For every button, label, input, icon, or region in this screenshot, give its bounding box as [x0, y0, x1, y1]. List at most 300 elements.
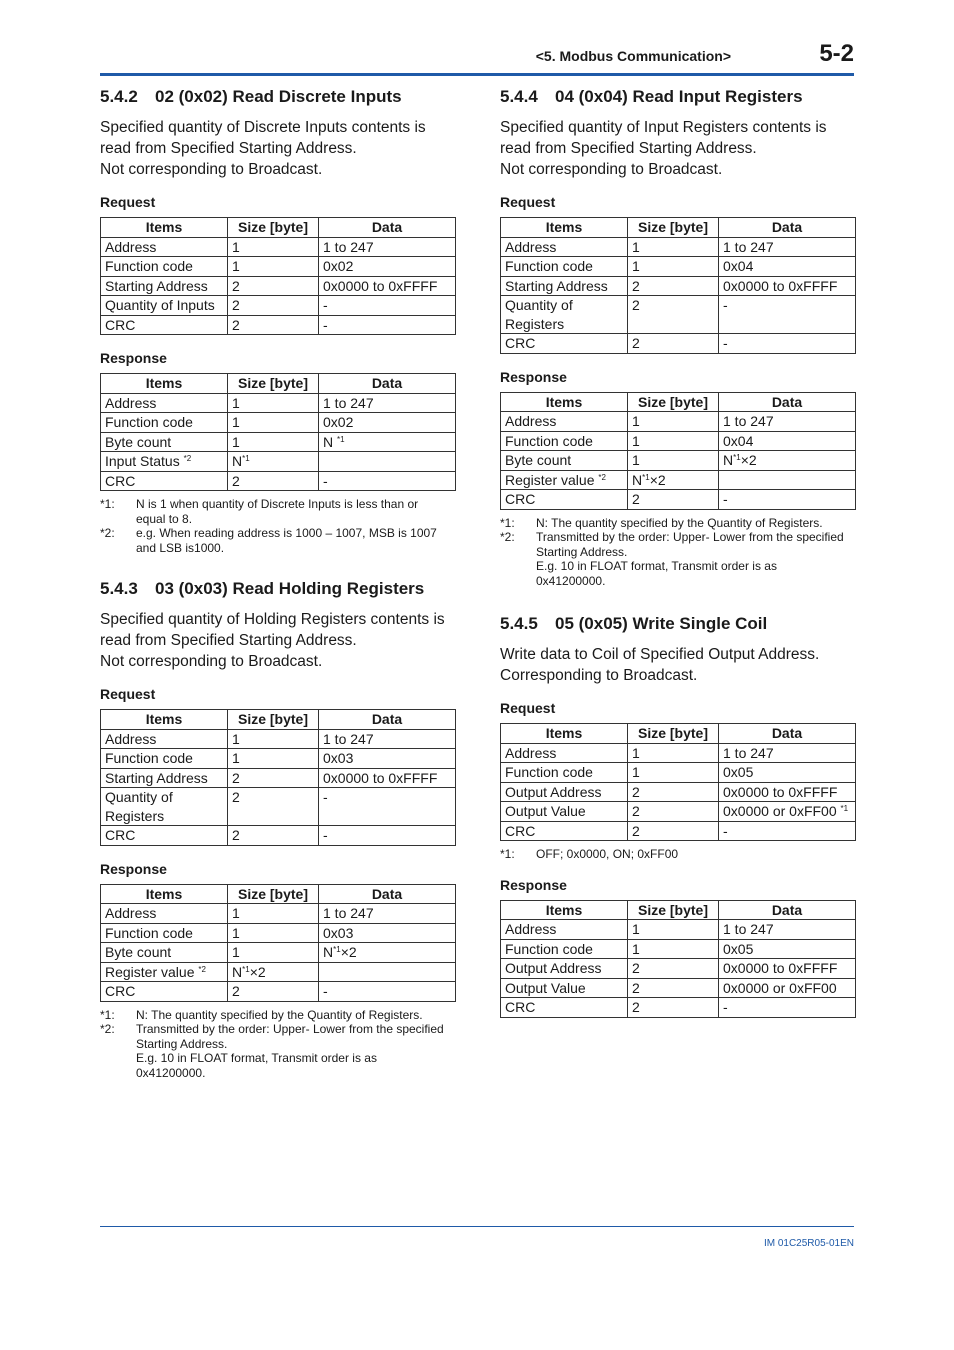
table-row	[101, 276, 456, 296]
table-row	[501, 920, 856, 940]
item-cell	[501, 782, 628, 802]
size-text: 1	[632, 921, 640, 937]
description-line: Specified quantity of Discrete Inputs contents is	[100, 119, 426, 136]
footnote-text	[136, 497, 455, 526]
size-header: Size [byte]	[228, 884, 319, 904]
size-cell	[628, 782, 719, 802]
size-text: 2	[632, 297, 640, 313]
size-header: Size [byte]	[628, 218, 719, 238]
footnote-ref: *2	[183, 454, 192, 463]
data-cell	[319, 768, 456, 788]
table-row	[501, 451, 856, 471]
size-text: 1	[232, 433, 240, 450]
item-cell	[101, 943, 228, 963]
data-suffix: ×2	[340, 944, 357, 960]
data-text: -	[323, 983, 328, 999]
table-row	[501, 276, 856, 296]
size-header: Size [byte]	[228, 374, 319, 394]
table-row	[501, 978, 856, 998]
data-text: -	[723, 297, 728, 313]
items-header: Items	[101, 710, 228, 730]
data-cell	[719, 257, 856, 277]
footnote-text	[536, 847, 855, 862]
table-row	[101, 904, 456, 924]
data-text: -	[323, 789, 328, 805]
data-text: 0x0000 to 0xFFFF	[723, 277, 838, 294]
section-number: 5.4.2	[100, 87, 138, 106]
item-text: Starting Address	[105, 277, 208, 294]
size-cell	[628, 939, 719, 959]
description-line: read from Specified Starting Address.	[100, 632, 357, 649]
footnote-ref: *1	[642, 472, 650, 482]
size-text: 1	[232, 238, 240, 255]
size-text: 2	[232, 827, 240, 843]
data-text: -	[723, 999, 728, 1015]
table-row	[101, 257, 456, 277]
data-cell	[319, 471, 456, 491]
data-cell	[719, 821, 856, 841]
size-text: 1	[232, 730, 240, 747]
item-text: Byte count	[105, 433, 172, 450]
footnotes	[500, 516, 855, 589]
size-cell	[628, 821, 719, 841]
table-header-row	[501, 900, 856, 920]
footnote-line: Starting Address.	[536, 544, 628, 559]
modbus-table	[500, 217, 856, 354]
size-cell	[228, 257, 319, 277]
size-cell	[228, 943, 319, 963]
section-heading: 05 (0x05) Write Single Coil	[555, 614, 768, 633]
item-text: CRC	[105, 472, 136, 489]
table-row	[501, 939, 856, 959]
section-number: 5.4.4	[500, 87, 538, 106]
data-text: 1 to 247	[323, 394, 374, 411]
item-text: CRC	[105, 827, 136, 843]
size-cell	[628, 334, 719, 354]
table-row	[101, 296, 456, 316]
data-header: Data	[719, 218, 856, 238]
data-cell	[319, 413, 456, 433]
data-cell	[319, 257, 456, 277]
data-text: -	[323, 827, 328, 843]
footnote-line: E.g. 10 in FLOAT format, Transmit order is as	[536, 559, 777, 573]
size-text: 2	[632, 999, 640, 1015]
item-cell	[501, 802, 628, 822]
size-cell	[628, 470, 719, 490]
data-header: Data	[319, 374, 456, 394]
item-cell	[101, 257, 228, 277]
footnote-text	[136, 1022, 455, 1080]
footnote-mark: *2:	[500, 530, 515, 544]
size-cell	[628, 802, 719, 822]
table-row	[501, 237, 856, 257]
section-title	[500, 613, 855, 635]
size-cell	[628, 257, 719, 277]
data-cell	[319, 923, 456, 943]
section-title	[500, 86, 855, 108]
data-cell	[719, 959, 856, 979]
footnote-line: N: The quantity specified by the Quantity of Registers.	[136, 1007, 423, 1022]
size-cell	[228, 452, 319, 472]
size-text: 1	[232, 394, 240, 411]
data-header: Data	[319, 710, 456, 730]
size-text: N	[632, 471, 643, 488]
data-text: -	[723, 335, 728, 351]
footnote-ref: *1	[733, 453, 741, 462]
footnote-mark: *1:	[100, 1007, 115, 1022]
data-text: 0x0000 to 0xFFFF	[323, 277, 438, 294]
size-header: Size [byte]	[228, 218, 319, 238]
footnotes	[100, 497, 455, 555]
table-row	[101, 315, 456, 335]
size-text: 2	[632, 335, 640, 351]
table-row	[101, 413, 456, 433]
footnote-ref: *1	[242, 454, 250, 463]
response-label: Response	[500, 368, 567, 385]
size-cell	[228, 768, 319, 788]
item-text: Address	[105, 394, 157, 411]
data-cell	[719, 743, 856, 763]
table-header-row	[101, 884, 456, 904]
item-cell	[101, 904, 228, 924]
description-line: Corresponding to Broadcast.	[500, 667, 698, 684]
modbus-table	[100, 217, 456, 335]
item-text: Register value	[505, 471, 595, 488]
data-cell	[319, 904, 456, 924]
data-header: Data	[319, 884, 456, 904]
item-text: CRC	[505, 999, 536, 1015]
data-header: Data	[719, 392, 856, 412]
table-row	[101, 943, 456, 963]
modbus-table	[100, 709, 456, 846]
data-suffix: ×2	[740, 452, 757, 468]
data-text: -	[723, 822, 728, 839]
chapter-title: <5. Modbus Communication>	[535, 48, 731, 64]
footnote-line: 0x41200000.	[536, 573, 606, 588]
item-text: Quantity of Registers	[505, 297, 573, 332]
data-text: 0x02	[323, 258, 354, 274]
item-cell	[101, 923, 228, 943]
item-text: Function code	[505, 432, 593, 449]
item-text: Address	[105, 905, 157, 921]
size-cell	[628, 276, 719, 296]
size-suffix: ×2	[649, 471, 666, 488]
data-cell	[719, 334, 856, 354]
item-cell	[101, 413, 228, 433]
data-text: -	[323, 297, 328, 313]
page-number: 5-2	[819, 40, 854, 67]
size-cell	[228, 237, 319, 257]
footnote-line: Starting Address.	[136, 1036, 228, 1051]
section-title	[100, 86, 455, 108]
description-line: Not corresponding to Broadcast.	[100, 653, 323, 670]
items-header: Items	[501, 392, 628, 412]
section-heading: 02 (0x02) Read Discrete Inputs	[155, 87, 402, 106]
item-text: Output Address	[505, 960, 602, 976]
size-text: 2	[232, 277, 240, 294]
item-text: CRC	[105, 316, 136, 333]
item-cell	[501, 763, 628, 783]
section-5-4-3	[100, 578, 455, 1080]
item-text: Output Value	[505, 979, 586, 996]
footnote-ref: *1	[337, 434, 345, 444]
item-text: Function code	[505, 764, 593, 780]
footnote	[100, 526, 455, 555]
size-cell	[228, 904, 319, 924]
data-cell	[719, 451, 856, 471]
data-text: 0x0000 to 0xFFFF	[723, 960, 838, 976]
item-text: Starting Address	[105, 769, 208, 786]
size-text: 1	[632, 940, 640, 957]
table-row	[501, 821, 856, 841]
items-header: Items	[101, 374, 228, 394]
size-cell	[228, 393, 319, 413]
size-cell	[628, 978, 719, 998]
size-text: 1	[632, 744, 640, 761]
size-suffix: ×2	[249, 963, 266, 980]
table-row	[101, 393, 456, 413]
item-text: Quantity of Inputs	[105, 297, 215, 313]
table-row	[101, 452, 456, 472]
data-cell	[319, 237, 456, 257]
description-line: Specified quantity of Input Registers contents is	[500, 119, 827, 136]
item-text: Address	[505, 238, 557, 255]
item-cell	[501, 412, 628, 432]
table-header-row	[501, 218, 856, 238]
table-row	[501, 998, 856, 1018]
size-cell	[628, 743, 719, 763]
size-text: 2	[232, 472, 240, 489]
response-label: Response	[500, 876, 567, 893]
data-text: 1 to 247	[723, 238, 774, 255]
request-label: Request	[500, 194, 556, 210]
footnote	[500, 847, 855, 862]
modbus-table	[500, 392, 856, 510]
item-text: Address	[505, 921, 557, 937]
size-cell	[628, 959, 719, 979]
table-header-row	[501, 724, 856, 744]
data-cell	[719, 939, 856, 959]
size-header: Size [byte]	[228, 710, 319, 730]
item-cell	[101, 315, 228, 335]
table-row	[501, 490, 856, 510]
size-header: Size [byte]	[628, 392, 719, 412]
footnote-line: and LSB is1000.	[136, 540, 225, 555]
table-row	[101, 982, 456, 1002]
section-5-4-2	[100, 86, 455, 555]
section-description	[500, 644, 855, 686]
data-text: 1 to 247	[323, 905, 374, 921]
footnote-line: Transmitted by the order: Upper- Lower from the specified	[536, 530, 844, 544]
item-text: Function code	[505, 258, 593, 274]
footnotes	[100, 1008, 455, 1081]
data-cell	[719, 782, 856, 802]
data-cell	[319, 729, 456, 749]
item-cell	[501, 296, 628, 334]
data-text: 0x05	[723, 764, 754, 780]
item-cell	[501, 920, 628, 940]
item-cell	[101, 788, 228, 826]
size-text: 1	[632, 258, 640, 274]
data-text: 0x04	[723, 258, 754, 274]
size-cell	[228, 923, 319, 943]
size-cell	[628, 763, 719, 783]
table-row	[501, 257, 856, 277]
footnote-line: Transmitted by the order: Upper- Lower from the specified	[136, 1022, 444, 1036]
item-cell	[101, 452, 228, 472]
data-cell	[719, 412, 856, 432]
data-header: Data	[719, 724, 856, 744]
modbus-table	[500, 900, 856, 1018]
data-cell	[719, 237, 856, 257]
size-cell	[228, 982, 319, 1002]
data-cell	[319, 749, 456, 769]
footnote-line: e.g. When reading address is 1000 – 1007, MSB is 1007	[136, 526, 437, 540]
footnote-text	[536, 530, 855, 588]
item-cell	[101, 962, 228, 982]
footnote	[100, 497, 455, 526]
item-cell	[501, 470, 628, 490]
request-label: Request	[100, 194, 156, 210]
item-text: Byte count	[505, 452, 572, 468]
item-cell	[101, 749, 228, 769]
description-line: Not corresponding to Broadcast.	[500, 161, 723, 178]
items-header: Items	[101, 884, 228, 904]
item-cell	[501, 998, 628, 1018]
item-cell	[101, 982, 228, 1002]
request-label: Request	[500, 700, 556, 716]
item-cell	[501, 959, 628, 979]
items-header: Items	[501, 218, 628, 238]
item-text: Input Status	[105, 453, 180, 469]
footnote-mark: *1:	[500, 515, 515, 530]
item-cell	[501, 451, 628, 471]
footnote-line: OFF; 0x0000, ON; 0xFF00	[536, 847, 679, 861]
footnote-text	[136, 1008, 455, 1023]
data-cell	[719, 763, 856, 783]
table-row	[501, 431, 856, 451]
section-5-4-4	[500, 86, 855, 588]
size-cell	[628, 431, 719, 451]
data-text: 0x0000 to 0xFFFF	[723, 783, 838, 800]
description-line: Specified quantity of Holding Registers contents is	[100, 611, 445, 628]
footnote-line: N: The quantity specified by the Quantity of Registers.	[536, 515, 823, 530]
data-text: 0x02	[323, 414, 354, 430]
size-text: 2	[632, 803, 640, 819]
table-row	[501, 470, 856, 490]
section-number: 5.4.3	[100, 579, 138, 598]
description-line: Not corresponding to Broadcast.	[100, 161, 323, 178]
size-cell	[228, 315, 319, 335]
data-cell	[319, 788, 456, 826]
data-text: 0x0000 or 0xFF00	[723, 803, 837, 819]
footnote-line: 0x41200000.	[136, 1065, 206, 1080]
data-text: 0x05	[723, 940, 754, 957]
items-header: Items	[501, 724, 628, 744]
size-cell	[628, 296, 719, 334]
size-cell	[228, 788, 319, 826]
data-text: -	[723, 491, 728, 507]
item-text: CRC	[105, 983, 136, 999]
data-text: 0x03	[323, 924, 354, 941]
table-row	[501, 802, 856, 822]
description-line: Write data to Coil of Specified Output Address.	[500, 646, 820, 663]
data-cell	[719, 920, 856, 940]
table-row	[101, 749, 456, 769]
table-row	[501, 959, 856, 979]
size-text: 2	[232, 316, 240, 333]
table-row	[101, 826, 456, 846]
table-row	[501, 334, 856, 354]
modbus-table	[500, 723, 856, 841]
modbus-table	[100, 884, 456, 1002]
data-cell	[719, 276, 856, 296]
data-cell	[719, 490, 856, 510]
size-text: 2	[632, 960, 640, 976]
table-row	[101, 237, 456, 257]
footnote-line: equal to 8.	[136, 511, 193, 526]
size-cell	[628, 451, 719, 471]
section-title	[100, 578, 455, 600]
size-text: 1	[232, 414, 240, 430]
item-text: Function code	[105, 750, 193, 766]
data-cell	[319, 982, 456, 1002]
footnote-line: N is 1 when quantity of Discrete Inputs is less than or	[136, 497, 419, 511]
size-cell	[228, 296, 319, 316]
size-text: 2	[232, 789, 240, 805]
data-cell	[719, 802, 856, 822]
section-heading: 04 (0x04) Read Input Registers	[555, 87, 803, 106]
item-cell	[501, 237, 628, 257]
footnote-ref: *1	[840, 804, 849, 813]
item-text: Quantity of Registers	[105, 789, 173, 824]
size-cell	[628, 412, 719, 432]
size-cell	[228, 749, 319, 769]
item-text: Address	[505, 413, 557, 429]
data-cell	[319, 962, 456, 982]
size-text: 2	[632, 979, 640, 996]
description-line: read from Specified Starting Address.	[100, 140, 357, 157]
data-text: 1 to 247	[723, 413, 774, 429]
data-text: 1 to 247	[723, 744, 774, 761]
item-text: Function code	[505, 940, 593, 957]
size-cell	[628, 237, 719, 257]
table-row	[101, 471, 456, 491]
item-cell	[101, 471, 228, 491]
footnote-text	[536, 516, 855, 531]
size-text: 2	[632, 783, 640, 800]
table-header-row	[101, 218, 456, 238]
footnote-mark: *1:	[500, 847, 515, 861]
data-cell	[719, 998, 856, 1018]
size-text: 2	[632, 277, 640, 294]
footnote	[500, 530, 855, 588]
item-text: CRC	[505, 491, 536, 507]
item-text: CRC	[505, 335, 536, 351]
item-cell	[101, 432, 228, 452]
table-header-row	[501, 392, 856, 412]
data-cell	[319, 315, 456, 335]
data-header: Data	[719, 900, 856, 920]
data-cell	[319, 393, 456, 413]
table-row	[101, 788, 456, 826]
item-cell	[501, 939, 628, 959]
request-label: Request	[100, 686, 156, 702]
table-row	[501, 782, 856, 802]
size-cell	[228, 432, 319, 452]
item-cell	[501, 821, 628, 841]
footer-rule	[100, 1226, 854, 1227]
